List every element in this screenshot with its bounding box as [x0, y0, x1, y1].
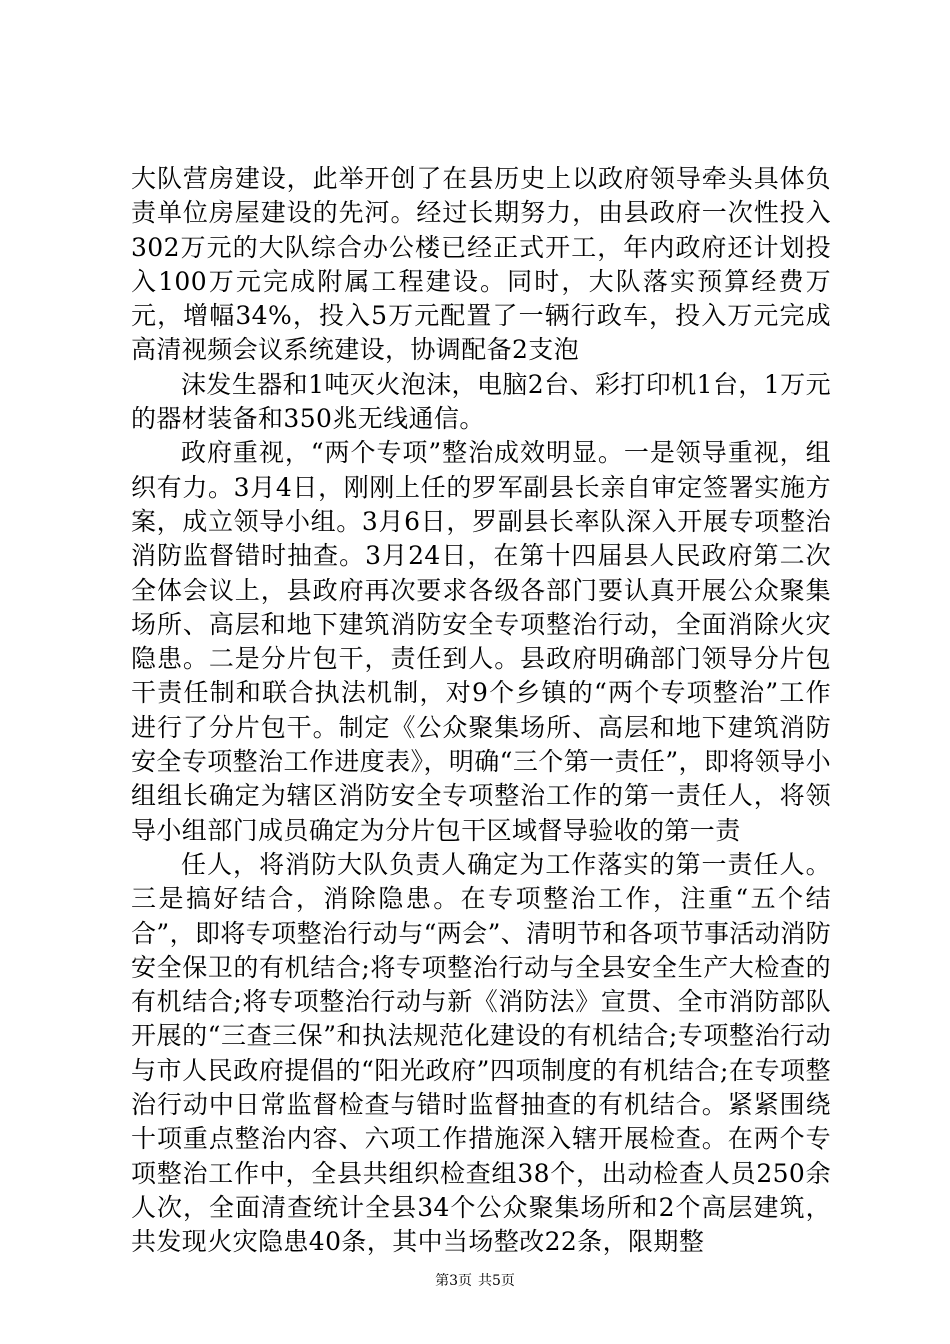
page-number-total: 共5页: [478, 1273, 515, 1289]
page-number-current: 第3页: [435, 1273, 472, 1289]
document-body: [131, 162, 831, 1260]
paragraph-2: 沫发生器和1吨灭火泡沫，电脑2台、彩打印机1台，1万元的器材装备和350兆无线通信。: [131, 369, 831, 434]
page-footer: [0, 1271, 950, 1291]
paragraph-1: 大队营房建设，此举开创了在县历史上以政府领导牵头具体负责单位房屋建设的先河。经过长期努力，由县政府一次性投入302万元的大队综合办公楼已经正式开工，年内政府还计划投入100万元完成附属工程建设。同时，大队落实预算经费万元，增幅34%，投入5万元配置了一辆行政车，投入万元完成高清视频会议系统建设，协调配备2支泡: [131, 164, 831, 365]
paragraph-3: 政府重视，“两个专项”整治成效明显。一是领导重视，组织有力。3月4日，刚刚上任的罗军副县长亲自审定签署实施方案，成立领导小组。3月6日，罗副县长率队深入开展专项整治消防监督错时抽查。3月24日，在第十四届县人民政府第二次全体会议上，县政府再次要求各级各部门要认真开展公众聚集场所、高层和地下建筑消防安全专项整治行动，全面消除火灾隐患。二是分片包干，责任到人。县政府明确部门领导分片包干责任制和联合执法机制，对9个乡镇的“两个专项整治”工作进行了分片包干。制定《公众聚集场所、高层和地下建筑消防安全专项整治工作进度表》，明确“三个第一责任”，即将领导小组组长确定为辖区消防安全专项整治工作的第一责任人，将领导小组部门成员确定为分片包干区域督导验收的第一责: [131, 438, 831, 845]
paragraph-4: 任人，将消防大队负责人确定为工作落实的第一责任人。三是搞好结合，消除隐患。在专项整治工作，注重“五个结合”，即将专项整治行动与“两会”、清明节和各项节事活动消防安全保卫的有机结合;将专项整治行动与全县安全生产大检查的有机结合;将专项整治行动与新《消防法》宣贯、全市消防部队开展的“三查三保”和执法规范化建设的有机结合;专项整治行动与市人民政府提倡的“阳光政府”四项制度的有机结合;在专项整治行动中日常监督检查与错时监督抽查的有机结合。紧紧围绕十项重点整治内容、六项工作措施深入辖开展检查。在两个专项整治工作中，全县共组织检查组38个，出动检查人员250余人次，全面清查统计全县34个公众聚集场所和2个高层建筑，共发现火灾隐患40条，其中当场整改22条，限期整: [131, 849, 831, 1257]
